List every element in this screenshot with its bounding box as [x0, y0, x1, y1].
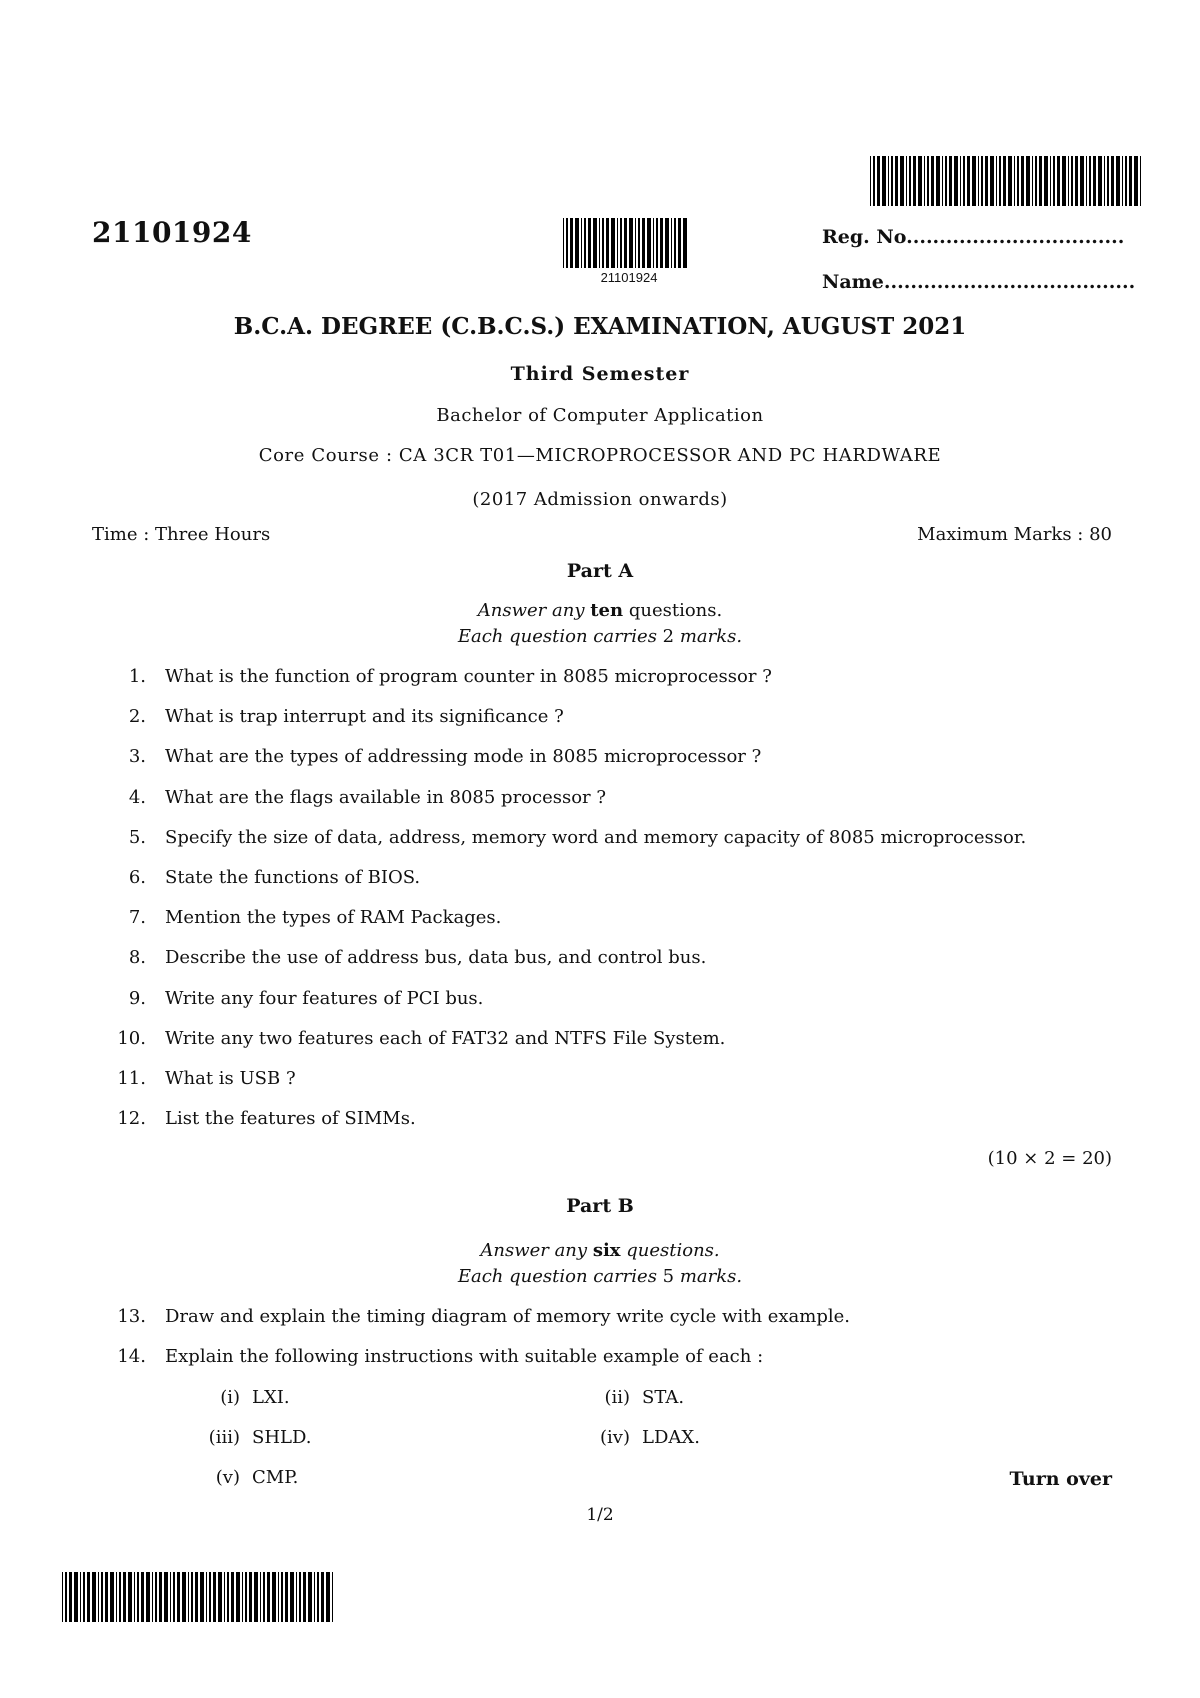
part-a-instruction — [0, 600, 1200, 621]
question-text: What is the function of program counter in 8085 microprocessor ? — [165, 666, 772, 687]
note-text: Each question carries — [457, 626, 657, 647]
sub-item — [190, 1467, 298, 1488]
question-text: Specify the size of data, address, memory word and memory capacity of 8085 microprocessor. — [165, 826, 1027, 848]
bottom-left-barcode — [62, 1572, 340, 1622]
instr-text: Answer any — [477, 600, 585, 621]
note-text: marks. — [679, 626, 743, 647]
sub-item-text: CMP. — [252, 1467, 299, 1488]
note-text: marks. — [679, 1266, 743, 1287]
time-allowed: Time : Three Hours — [92, 524, 271, 545]
instr-count: ten — [590, 600, 624, 621]
question-text: What are the types of addressing mode in 8085 microprocessor ? — [165, 746, 762, 768]
question-text: Write any two features each of FAT32 and NTFS File System. — [165, 1027, 726, 1049]
note-text: Each question carries — [457, 1266, 657, 1287]
sub-item-number: (ii) — [604, 1387, 630, 1408]
question-text: List the features of SIMMs. — [165, 1108, 416, 1130]
question-text: What is trap interrupt and its significance ? — [165, 706, 564, 728]
question-text: Describe the use of address bus, data bus, and control bus. — [165, 947, 707, 969]
sub-item-number: (v) — [215, 1467, 240, 1488]
center-barcode — [563, 218, 695, 268]
question-text: Explain the following instructions with suitable example of each : — [165, 1346, 764, 1367]
question-number: 9. — [128, 987, 146, 1009]
question-text: Mention the types of RAM Packages. — [165, 907, 502, 929]
question-text: What are the flags available in 8085 processor ? — [165, 786, 607, 808]
sub-item-text: LXI. — [252, 1387, 290, 1408]
note-marks: 2 — [662, 626, 675, 647]
sub-item-number: (iii) — [208, 1427, 240, 1448]
admission-note: (2017 Admission onwards) — [472, 489, 728, 510]
question-number: 2. — [128, 706, 146, 728]
instr-text: questions. — [626, 1240, 720, 1261]
sub-item — [580, 1427, 700, 1448]
sub-item-number: (i) — [220, 1387, 240, 1408]
maximum-marks: Maximum Marks : 80 — [917, 524, 1112, 545]
part-a-heading: Part A — [566, 560, 634, 582]
sub-item-text: SHLD. — [252, 1427, 312, 1448]
question-number: 11. — [117, 1068, 146, 1089]
sub-item-number: (iv) — [600, 1427, 630, 1448]
question-text: What is USB ? — [165, 1068, 296, 1089]
question-number: 7. — [128, 907, 146, 929]
semester: Third Semester — [510, 363, 690, 385]
sub-item-text: LDAX. — [642, 1427, 700, 1448]
question-number: 5. — [128, 826, 146, 848]
question-number: 6. — [128, 867, 146, 888]
question-number: 3. — [128, 746, 146, 768]
question-text: Draw and explain the timing diagram of memory write cycle with example. — [165, 1306, 851, 1327]
part-a-marks-note — [0, 626, 1200, 647]
exam-title: B.C.A. DEGREE (C.B.C.S.) EXAMINATION, AUGUST 2021 — [233, 313, 967, 340]
part-a-marks-total: (10 × 2 = 20) — [987, 1148, 1112, 1169]
question-number: 12. — [117, 1108, 146, 1130]
question-number: 13. — [117, 1306, 146, 1327]
sub-item — [190, 1427, 312, 1448]
part-b-marks-note — [0, 1266, 1200, 1287]
instr-count: six — [592, 1240, 621, 1261]
sub-item — [580, 1387, 684, 1408]
instr-text: questions. — [628, 600, 723, 621]
note-marks: 5 — [662, 1266, 675, 1287]
question-number: 14. — [117, 1346, 146, 1367]
course-title: Core Course : CA 3CR T01—MICROPROCESSOR AND PC HARDWARE — [258, 445, 942, 466]
top-right-barcode — [870, 156, 1148, 206]
instr-text: Answer any — [480, 1240, 588, 1261]
page-number: 1/2 — [586, 1505, 614, 1525]
part-b-instruction — [0, 1240, 1200, 1261]
paper-code: 21101924 — [92, 216, 252, 249]
program-name: Bachelor of Computer Application — [436, 405, 764, 426]
question-number: 10. — [117, 1027, 146, 1049]
name-field: Name...................................... — [822, 271, 1136, 293]
barcode-number: 21101924 — [600, 270, 658, 285]
question-number: 1. — [128, 666, 146, 687]
turn-over: Turn over — [1009, 1468, 1112, 1490]
sub-item — [190, 1387, 290, 1408]
sub-item-text: STA. — [642, 1387, 685, 1408]
reg-no-field: Reg. No................................. — [822, 226, 1125, 248]
question-text: State the functions of BIOS. — [165, 867, 421, 888]
question-number: 8. — [128, 947, 146, 969]
question-number: 4. — [128, 786, 146, 808]
question-text: Write any four features of PCI bus. — [165, 987, 484, 1009]
part-b-heading: Part B — [566, 1195, 634, 1217]
